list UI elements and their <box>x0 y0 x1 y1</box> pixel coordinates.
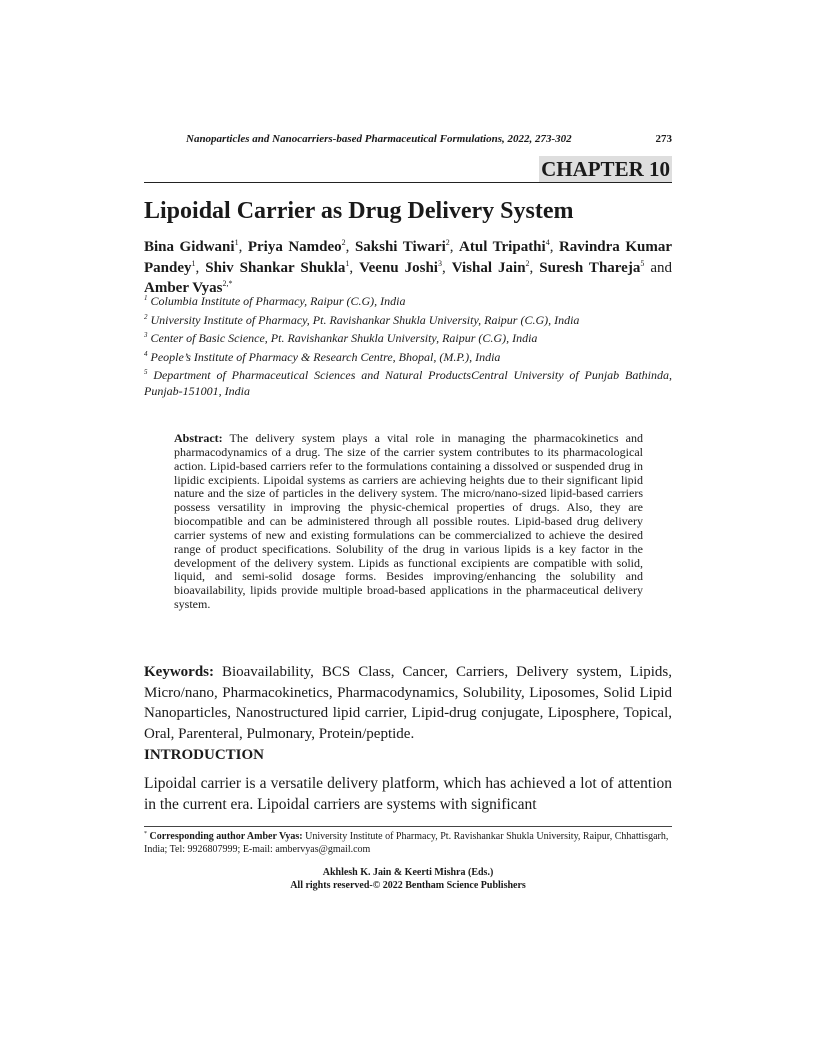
author-affiliation-marker: 2,* <box>222 279 233 288</box>
book-details: , 2022, 273-302 <box>501 133 572 145</box>
footnote-label: Corresponding author Amber Vyas: <box>149 831 303 842</box>
affiliation-text: University Institute of Pharmacy, Pt. Ravishankar Shukla University, Raipur (C.G), India <box>147 312 580 327</box>
author-name: Bina Gidwani <box>144 239 235 255</box>
affiliation-item <box>144 293 672 309</box>
keywords-label: Keywords: <box>144 664 214 680</box>
publisher-info <box>144 866 672 892</box>
affiliation-text: Center of Basic Science, Pt. Ravishankar Shukla University, Raipur (C.G), India <box>147 331 538 345</box>
author-affiliation-marker: 2 <box>525 258 530 268</box>
author-affiliation-marker: 5 <box>640 258 645 268</box>
author-name: Amber Vyas <box>144 280 223 296</box>
author-affiliation-marker: 4 <box>545 238 550 247</box>
affiliation-item <box>144 312 672 328</box>
footnote-text: University Institute of Pharmacy, Pt. Ravishankar Shukla University, Raipur, Chhattisgarh, India; Tel: 9926807999; E-mail: ambervyas@gmail.com <box>144 831 669 855</box>
affiliation-number: 3 <box>144 331 148 339</box>
section-heading-introduction: INTRODUCTION <box>144 747 265 763</box>
author-name: Veenu Joshi <box>359 259 438 276</box>
abstract-label: Abstract: <box>174 431 223 445</box>
chapter-title: Lipoidal Carrier as Drug Delivery System <box>144 198 574 224</box>
author-affiliation-marker: 3 <box>437 258 442 268</box>
author-affiliation-marker: 1 <box>234 238 239 247</box>
author-affiliation-marker: 2 <box>445 238 450 247</box>
author-name: Shiv Shankar Shukla <box>205 259 346 276</box>
page-number: 273 <box>655 133 672 145</box>
affiliation-number: 1 <box>144 294 148 302</box>
footnote-marker: * <box>144 831 147 837</box>
running-head <box>186 133 672 145</box>
author-affiliation-marker: 2 <box>341 238 346 247</box>
affiliation-number: 2 <box>144 312 148 321</box>
affiliation-item <box>144 367 672 399</box>
affiliation-item <box>144 330 672 346</box>
affiliation-number: 5 <box>144 368 148 376</box>
author-name: Ravindra Kumar Pandey <box>144 239 672 276</box>
authors-and: and <box>650 259 672 276</box>
keywords-text: Bioavailability, BCS Class, Cancer, Carriers, Delivery system, Lipids, Micro/nano, Pharmacokinetics, Pharmacodynamics, Solubility, Liposomes, Solid Lipid Nanoparticles, Nanostructured lipid carrier, Lipid-drug conjugate, Liposphere, Topical, Oral, Parenteral, Pulmonary, Protein/peptide. <box>144 664 672 742</box>
chapter-label: CHAPTER 10 <box>541 157 670 181</box>
affiliation-number: 4 <box>144 349 148 358</box>
author-name: Sakshi Tiwari <box>354 239 446 255</box>
affiliation-list <box>144 293 672 402</box>
affiliation-text: People’s Institute of Pharmacy & Research Centre, Bhopal, (M.P.), India <box>147 349 501 364</box>
author-name: Vishal Jain <box>451 259 526 276</box>
author-name: Suresh Thareja <box>539 259 641 276</box>
copyright-line: All rights reserved-© 2022 Bentham Science Publishers <box>290 880 526 891</box>
book-title: Nanoparticles and Nanocarriers-based Pharmaceutical Formulations <box>186 133 502 145</box>
affiliation-text: Department of Pharmaceutical Sciences and Natural ProductsCentral University of Punjab Bathinda, Punjab-151001, India <box>144 368 672 399</box>
footnote <box>144 830 672 856</box>
editors-line: Akhlesh K. Jain & Keerti Mishra (Eds.) <box>322 867 494 878</box>
author-affiliation-marker: 1 <box>191 258 196 268</box>
footnote-divider <box>144 826 672 827</box>
author-name: Atul Tripathi <box>459 239 546 255</box>
keywords <box>144 662 672 744</box>
abstract-text: The delivery system plays a vital role in managing the pharmacokinetics and pharmacodynamics of a drug. The size of the carrier system contributes to its pharmacological action. Lipid-based carriers refer to the formulations containing a dissolved or suspended drug in lipidic excipients. Lipoidal systems as carriers are achieving heights due to their significant lipid nature and the size of particles in the delivery system. The micro/nano-sized lipid-based carriers possess versatility in improving the physic-chemical properties of drugs. Also, they are biocompatible and can be administered through all possible routes. Lipid-based drug delivery carrier systems of new and existing formulations can be commercialized to achieve the desired range of product specifications. Solubility of the drug in various lipids is a key factor in the development of the delivery system. Lipids as functional excipients are compatible with solid, liquid, and semi-solid dosage forms. Besides improving/enhancing the solubility and bioavailability, lipids provide multiple broad-based applications in the pharmaceutical delivery system. <box>174 431 643 612</box>
affiliation-item <box>144 349 672 365</box>
author-affiliation-marker: 1 <box>345 258 350 268</box>
abstract <box>174 432 643 612</box>
author-list: Bina Gidwani$^1$, Priya Namdeo$^2$, Sakshi Tiwari$^2$, Atul Tripathi$^4$, Ravindra Kumar Pandey$^1$, Shiv Shankar Shukla$^1$, Veenu Joshi$^3$, Vishal Jain$^2$, Suresh Thareja$^5$ and Amber Vyas$^{2,*}$ <box>144 238 672 296</box>
chapter-header <box>144 156 672 183</box>
affiliation-text: Columbia Institute of Pharmacy, Raipur (C.G), India <box>147 294 406 308</box>
author-name: Priya Namdeo <box>247 239 342 255</box>
introduction-text: Lipoidal carrier is a versatile delivery platform, which has achieved a lot of attention in the current era. Lipoidal carriers are systems with significant <box>144 775 672 813</box>
